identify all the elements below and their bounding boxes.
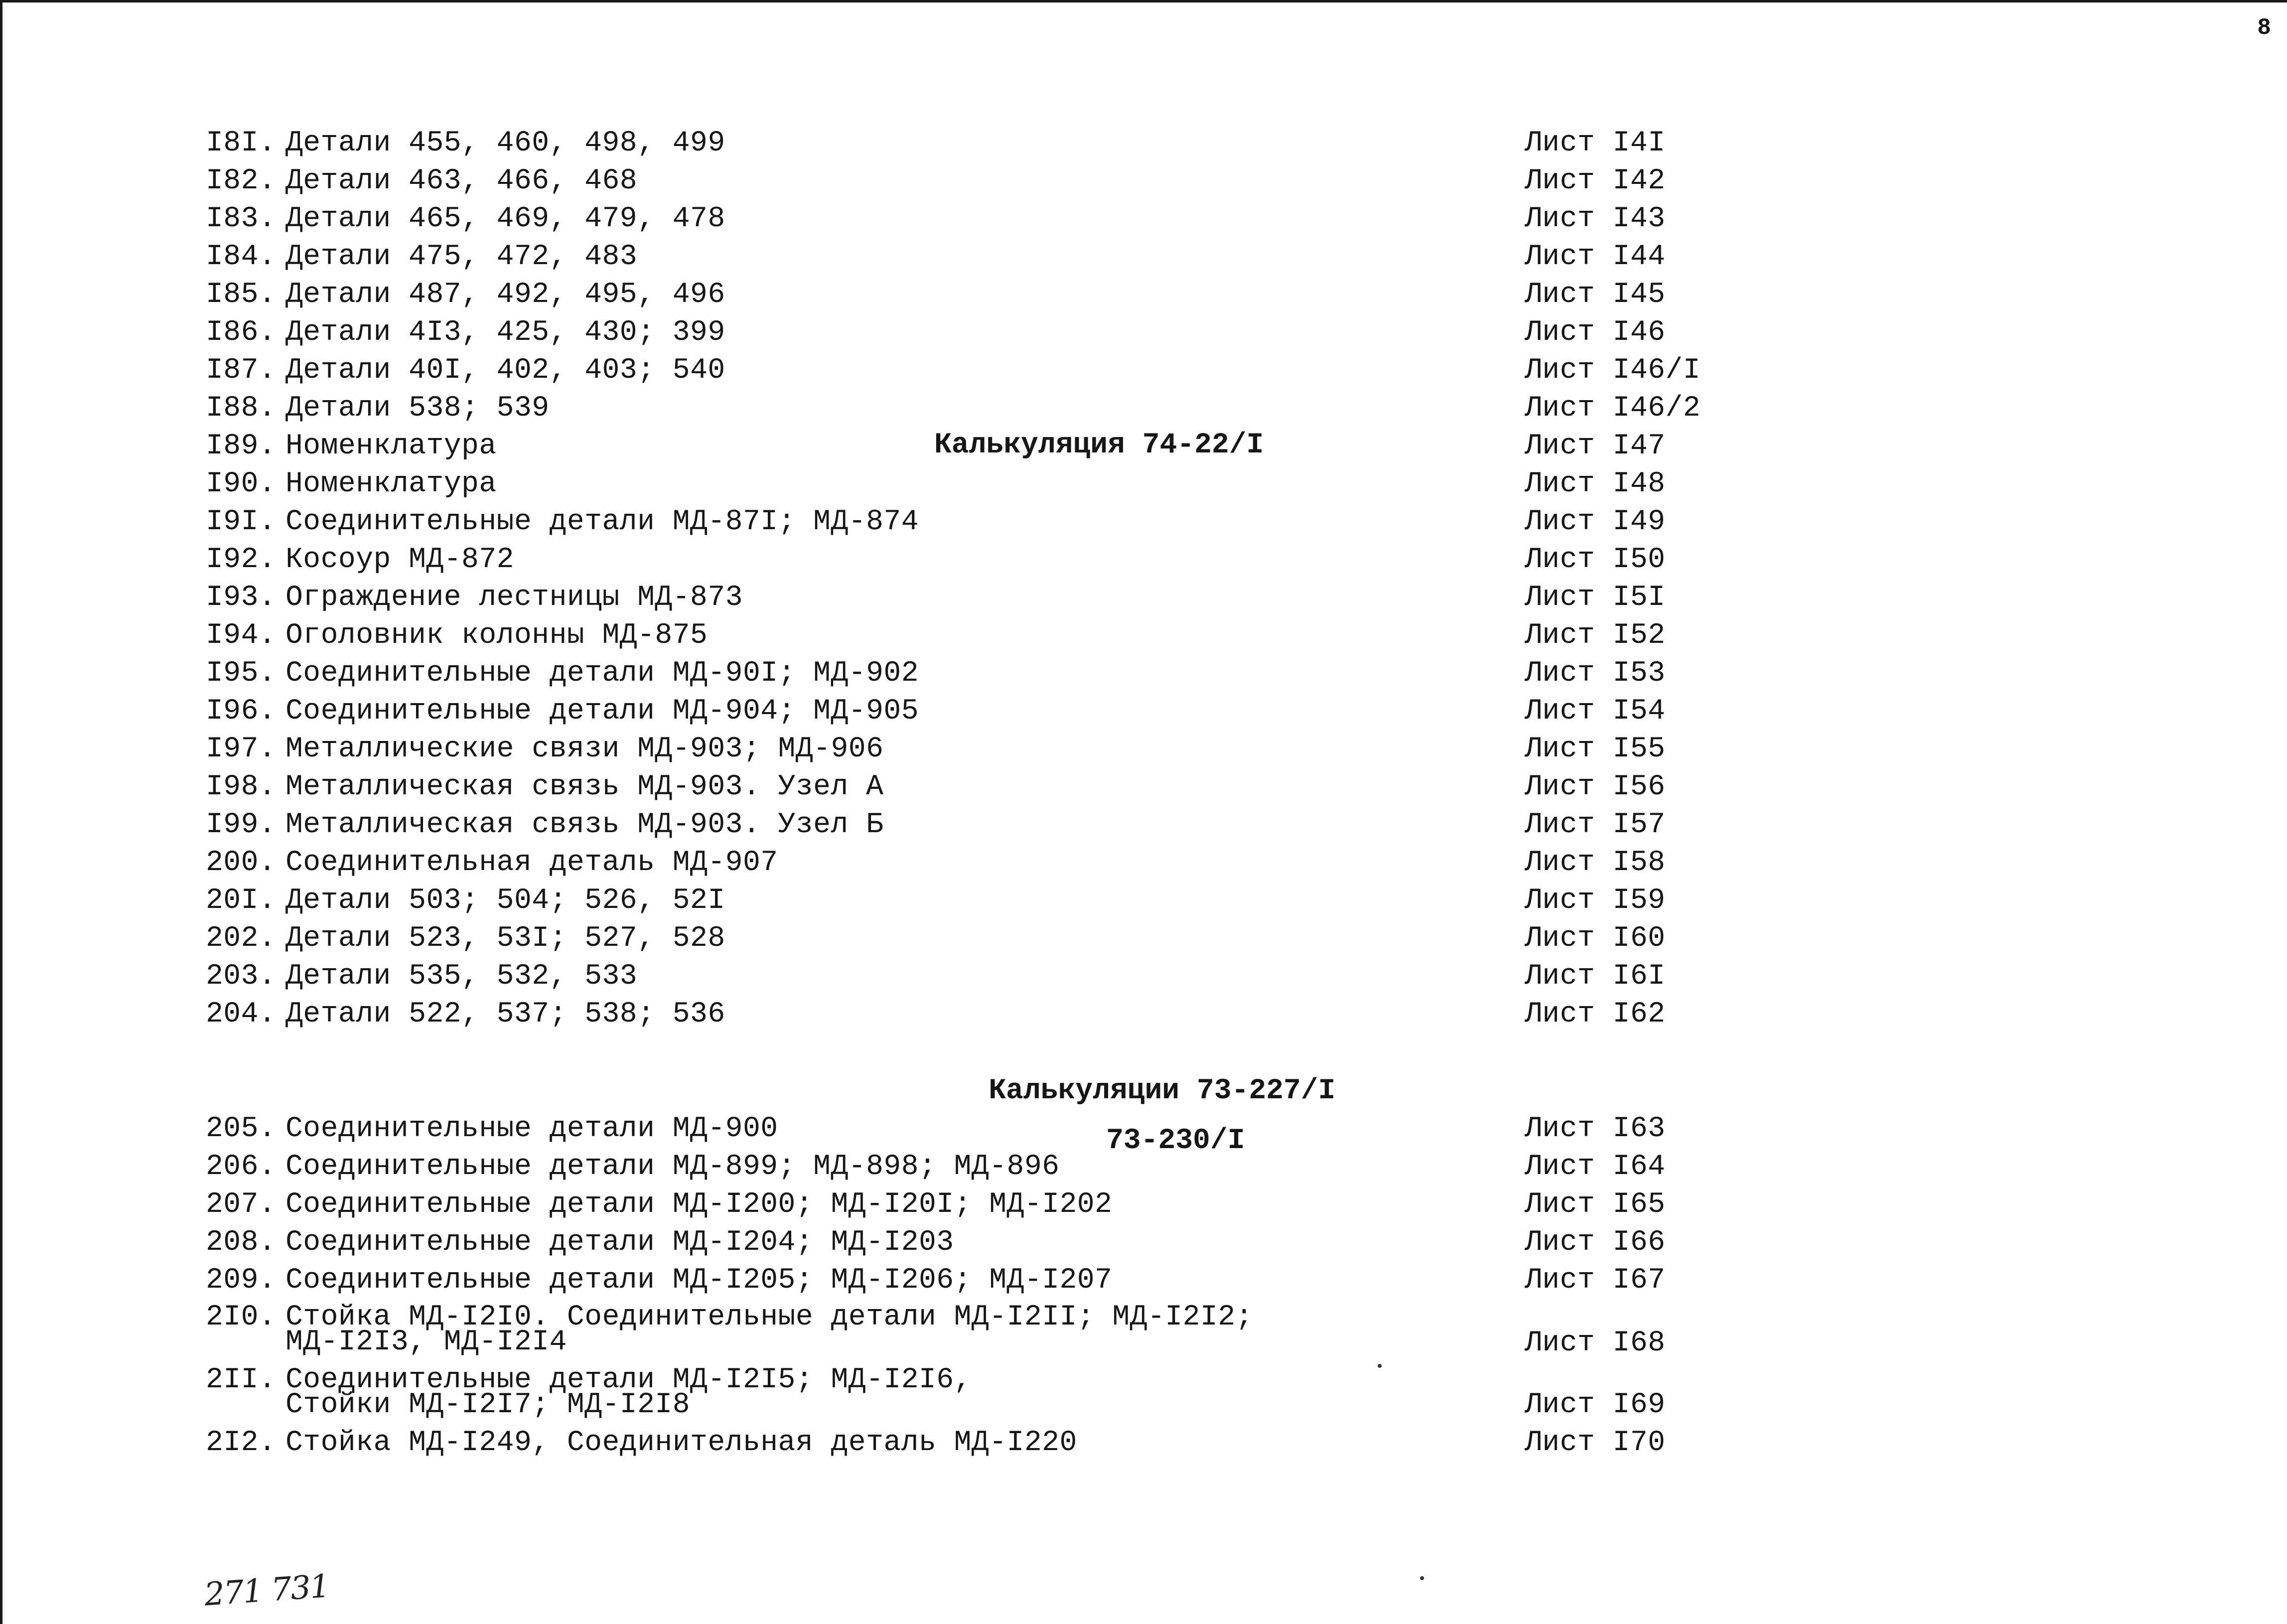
section-heading-line2: 73-230/I <box>1106 1125 1245 1157</box>
sheet-reference: Лист I4I <box>1525 127 1666 159</box>
item-number: I99. <box>206 809 277 841</box>
sheet-reference: Лист I42 <box>1525 165 1666 197</box>
item-title: Соединительные детали МД-I204; МД-I203 <box>286 1226 954 1259</box>
item-number: I94. <box>206 619 277 652</box>
section-heading: Калькуляция 74-22/I <box>934 429 1264 461</box>
list-item <box>206 657 1461 690</box>
sheet-reference: Лист I54 <box>1525 695 1666 728</box>
item-number: 200. <box>206 847 277 879</box>
list-item <box>206 695 1461 728</box>
sheet-reference: Лист I67 <box>1525 1264 1666 1297</box>
item-title: Номенклатура <box>286 468 497 500</box>
item-number: I85. <box>206 279 277 311</box>
item-title-line1: Стойка МД-I2I0. Соединительные детали МД-I2II; МД-I2I2; <box>286 1301 1253 1333</box>
item-number: I97. <box>206 733 277 765</box>
list-item <box>206 1151 1461 1183</box>
list-item <box>206 582 1461 614</box>
item-number: I82. <box>206 165 277 197</box>
sheet-reference: Лист I45 <box>1525 279 1666 311</box>
item-title: Косоур МД-872 <box>286 544 514 576</box>
list-item <box>206 1226 1461 1259</box>
item-number: I89. <box>206 430 277 462</box>
item-number: 2I2. <box>206 1427 277 1459</box>
item-title: Детали 465, 469, 479, 478 <box>286 203 725 235</box>
list-item <box>206 1364 1461 1421</box>
page-number: 8 <box>2257 15 2271 41</box>
item-title: Детали 523, 53I; 527, 528 <box>286 922 725 955</box>
item-title: Ограждение лестницы МД-873 <box>286 582 743 614</box>
list-item <box>206 771 1461 803</box>
item-title: Металлическая связь МД-903. Узел А <box>286 771 884 803</box>
item-number: I87. <box>206 354 277 387</box>
item-number: 20I. <box>206 885 277 917</box>
list-item <box>206 354 1461 387</box>
sheet-reference: Лист I6I <box>1525 960 1666 993</box>
item-title: Детали 522, 537; 538; 536 <box>286 998 725 1031</box>
list-item <box>206 998 1461 1031</box>
list-item <box>206 127 1461 159</box>
item-number: I83. <box>206 203 277 235</box>
sheet-reference: Лист I46 <box>1525 316 1666 349</box>
item-number: I84. <box>206 241 277 273</box>
sheet-reference: Лист I44 <box>1525 241 1666 273</box>
list-item <box>206 1301 1461 1358</box>
item-title: Детали 40I, 402, 403; 540 <box>286 354 725 387</box>
section-heading-line1: Калькуляции 73-227/I <box>989 1075 1336 1107</box>
list-item <box>206 429 1461 462</box>
sheet-reference: Лист I43 <box>1525 203 1666 235</box>
list-item <box>206 1188 1461 1221</box>
list-item <box>206 1427 1461 1459</box>
item-number: 207. <box>206 1188 277 1221</box>
item-number: 202. <box>206 922 277 955</box>
list-item <box>206 544 1461 576</box>
item-title: Соединительные детали МД-900 <box>286 1113 778 1145</box>
item-number: I98. <box>206 771 277 803</box>
list-item <box>206 506 1461 538</box>
item-title: Детали 487, 492, 495, 496 <box>286 279 725 311</box>
sheet-reference: Лист I69 <box>1525 1389 1666 1421</box>
list-item <box>206 468 1461 500</box>
sheet-reference: Лист I66 <box>1525 1226 1666 1259</box>
item-title: Соединительные детали МД-904; МД-905 <box>286 695 919 728</box>
item-title: Номенклатура <box>286 430 497 462</box>
handwritten-note: 271 731 <box>203 1568 330 1614</box>
sheet-reference: Лист I59 <box>1525 885 1666 917</box>
sheet-reference: Лист I55 <box>1525 733 1666 765</box>
item-number: 204. <box>206 998 277 1031</box>
list-item <box>206 279 1461 311</box>
item-title: Детали 475, 472, 483 <box>286 241 638 273</box>
item-number: I90. <box>206 468 277 500</box>
item-title: Соединительная деталь МД-907 <box>286 847 778 879</box>
list-item <box>206 1113 1461 1145</box>
item-number: I88. <box>206 392 277 425</box>
item-number: 209. <box>206 1264 277 1297</box>
item-title: Стойка МД-I249, Соединительная деталь МД-I220 <box>286 1427 1077 1459</box>
item-title: Детали 538; 539 <box>286 392 550 425</box>
sheet-reference: Лист I50 <box>1525 544 1666 576</box>
list-item <box>206 960 1461 993</box>
list-item <box>206 733 1461 765</box>
item-number: 205. <box>206 1113 277 1145</box>
item-title: Соединительные детали МД-90I; МД-902 <box>286 657 919 690</box>
sheet-reference: Лист I53 <box>1525 657 1666 690</box>
scan-speck <box>1420 1576 1424 1580</box>
sheet-reference: Лист I60 <box>1525 922 1666 955</box>
list-item <box>206 885 1461 917</box>
list-item <box>206 922 1461 955</box>
list-item <box>206 241 1461 273</box>
item-title: Соединительные детали МД-I205; МД-I206; МД-I207 <box>286 1264 1113 1297</box>
item-title <box>286 1364 972 1421</box>
item-title: Детали 4I3, 425, 430; 399 <box>286 316 725 349</box>
list-item <box>206 392 1461 425</box>
sheet-reference: Лист I5I <box>1525 582 1666 614</box>
sheet-reference: Лист I48 <box>1525 468 1666 500</box>
item-number: 2II. <box>206 1364 277 1396</box>
item-title: Детали 503; 504; 526, 52I <box>286 885 725 917</box>
sheet-reference: Лист I52 <box>1525 619 1666 652</box>
sheet-reference: Лист I63 <box>1525 1113 1666 1145</box>
item-title: Металлическая связь МД-903. Узел Б <box>286 809 884 841</box>
sheet-reference: Лист I62 <box>1525 998 1666 1031</box>
item-title-line1: Соединительные детали МД-I2I5; МД-I2I6, <box>286 1364 972 1396</box>
item-title: Металлические связи МД-903; МД-906 <box>286 733 884 765</box>
item-title: Соединительные детали МД-899; МД-898; МД-896 <box>286 1151 1060 1183</box>
item-title: Оголовник колонны МД-875 <box>286 619 708 652</box>
list-item <box>206 165 1461 197</box>
sheet-reference: Лист I46/2 <box>1525 392 1701 425</box>
item-number: I95. <box>206 657 277 690</box>
sheet-reference: Лист I68 <box>1525 1327 1666 1359</box>
sheet-reference: Лист I46/I <box>1525 354 1701 387</box>
item-title-line2: Стойки МД-I2I7; МД-I2I8 <box>286 1389 691 1421</box>
sheet-reference: Лист I47 <box>1525 430 1666 462</box>
sheet-reference: Лист I49 <box>1525 506 1666 538</box>
sheet-reference: Лист I58 <box>1525 847 1666 879</box>
item-title: Детали 463, 466, 468 <box>286 165 638 197</box>
list-item <box>206 1264 1461 1297</box>
sheet-reference: Лист I64 <box>1525 1151 1666 1183</box>
item-number: 2I0. <box>206 1301 277 1333</box>
list-item <box>206 847 1461 879</box>
list-item <box>206 316 1461 349</box>
item-number: I96. <box>206 695 277 728</box>
item-number: 208. <box>206 1226 277 1259</box>
item-title: Детали 455, 460, 498, 499 <box>286 127 725 159</box>
list-item <box>206 203 1461 235</box>
item-number: I9I. <box>206 506 277 538</box>
scan-speck <box>1378 1364 1382 1368</box>
item-title <box>286 1301 1253 1358</box>
sheet-reference: Лист I56 <box>1525 771 1666 803</box>
item-number: I86. <box>206 316 277 349</box>
item-title: Детали 535, 532, 533 <box>286 960 638 993</box>
item-title: Соединительные детали МД-I200; МД-I20I; МД-I202 <box>286 1188 1113 1221</box>
item-number: I8I. <box>206 127 277 159</box>
item-number: I93. <box>206 582 277 614</box>
item-title-line2: МД-I2I3, МД-I2I4 <box>286 1326 567 1358</box>
item-number: I92. <box>206 544 277 576</box>
item-number: 206. <box>206 1151 277 1183</box>
item-number: 203. <box>206 960 277 993</box>
list-item <box>206 619 1461 652</box>
sheet-reference: Лист I65 <box>1525 1188 1666 1221</box>
sheet-reference: Лист I70 <box>1525 1427 1666 1459</box>
item-title: Соединительные детали МД-87I; МД-874 <box>286 506 919 538</box>
list-item <box>206 809 1461 841</box>
sheet-reference: Лист I57 <box>1525 809 1666 841</box>
